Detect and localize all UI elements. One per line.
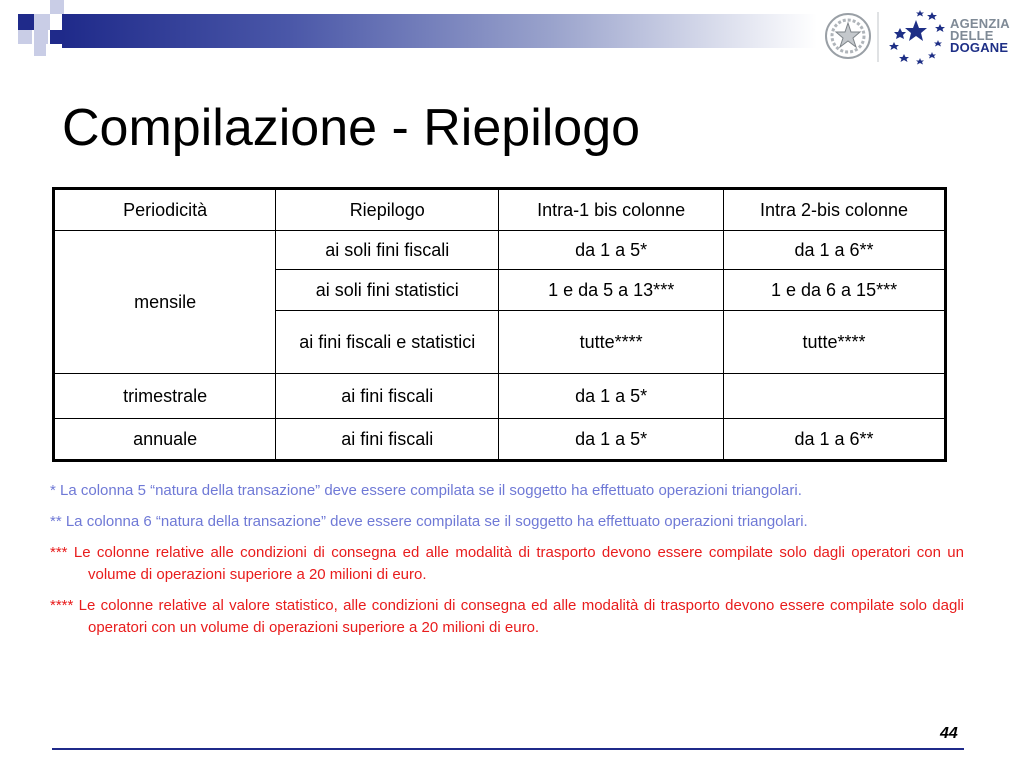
footnote-1: * La colonna 5 “natura della transazione” deve essere compilata se il soggetto ha effettuato operazioni triangolari. xyxy=(50,482,802,499)
cell-annuale: annuale xyxy=(54,419,276,461)
table-cell: tutte**** xyxy=(724,311,946,374)
header-cell-riepilogo: Riepilogo xyxy=(276,189,499,231)
footnote-4: **** Le colonne relative al valore statistico, alle condizioni di consegna ed alle modalità di trasporto devono essere compilate solo dagli operatori con un volume di operazioni superiore a 20 milioni di euro. xyxy=(50,597,964,636)
decor-square xyxy=(34,44,46,56)
table-cell: ai fini fiscali xyxy=(276,374,499,419)
header-cell-periodicita: Periodicità xyxy=(54,189,276,231)
agency-line-3: DOGANE xyxy=(950,40,1009,55)
header-cell-intra1: Intra-1 bis colonne xyxy=(499,189,724,231)
decor-square xyxy=(34,14,50,30)
slide-title: Compilazione - Riepilogo xyxy=(62,99,641,157)
header-cell-intra2: Intra 2-bis colonne xyxy=(724,189,946,231)
table-cell: da 1 a 6** xyxy=(724,231,946,270)
footnotes xyxy=(50,480,964,648)
footer-line xyxy=(52,748,964,750)
table-cell: da 1 a 6** xyxy=(724,419,946,461)
agency-name xyxy=(950,18,1010,54)
summary-table xyxy=(52,187,947,462)
table-cell: ai fini fiscali e statistici xyxy=(276,311,499,374)
table-cell: tutte**** xyxy=(499,311,724,374)
agency-line-1: AGENZIA xyxy=(950,16,1010,31)
table-cell: ai soli fini fiscali xyxy=(276,231,499,270)
repubblica-emblem-icon xyxy=(826,14,870,58)
table-cell: 1 e da 5 a 13*** xyxy=(499,270,724,311)
table-cell: da 1 a 5* xyxy=(499,231,724,270)
table-row xyxy=(54,419,946,461)
decor-square xyxy=(18,30,32,44)
footnote-2: ** La colonna 6 “natura della transazione” deve essere compilata se il soggetto ha effettuato operazioni triangolari. xyxy=(50,513,808,530)
decor-square xyxy=(34,30,48,44)
table-cell: da 1 a 5* xyxy=(499,419,724,461)
table-header-row xyxy=(54,189,946,231)
footnote-3: *** Le colonne relative alle condizioni di consegna ed alle modalità di trasporto devono essere compilate solo dagli operatori con un volume di operazioni superiore a 20 milioni di euro. xyxy=(50,544,964,583)
table-cell: da 1 a 5* xyxy=(499,374,724,419)
table-row xyxy=(54,231,946,270)
table-cell: ai soli fini statistici xyxy=(276,270,499,311)
stars-arc-logo-icon xyxy=(889,10,945,65)
cell-mensile: mensile xyxy=(54,231,276,374)
agency-line-2: DELLE xyxy=(950,28,994,43)
decor-square xyxy=(50,0,64,14)
table-cell: 1 e da 6 a 15*** xyxy=(724,270,946,311)
table-row xyxy=(54,374,946,419)
page-number: 44 xyxy=(940,725,958,742)
table-cell: ai fini fiscali xyxy=(276,419,499,461)
header-gradient-band xyxy=(62,14,817,48)
decor-square xyxy=(18,14,34,30)
table-cell-empty xyxy=(724,374,946,419)
cell-trimestrale: trimestrale xyxy=(54,374,276,419)
